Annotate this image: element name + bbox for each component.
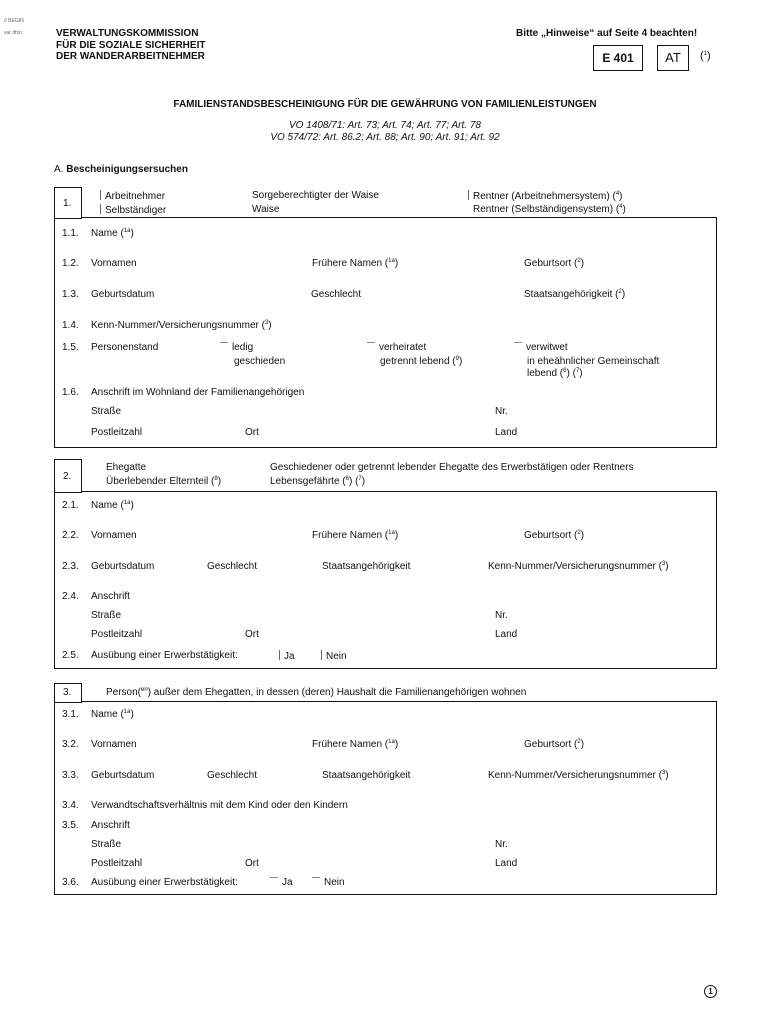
row-2-3-staat: Staatsangehörigkeit xyxy=(322,561,411,572)
row-2-4-land: Land xyxy=(495,629,518,640)
row-1-6-strasse: Straße xyxy=(91,406,122,417)
checkbox-waise[interactable]: Waise xyxy=(252,204,280,215)
row-2-2-num: 2.2. xyxy=(62,530,79,541)
section-2-number-box xyxy=(54,459,82,493)
row-3-2-vornamen: Vornamen xyxy=(91,739,137,750)
row-2-4-nr: Nr. xyxy=(495,610,508,621)
checkbox-nein-3[interactable]: Nein xyxy=(312,877,345,888)
row-2-2-geburtsort: Geburtsort ($^2$) xyxy=(524,530,585,541)
row-2-3-geburtsdatum: Geburtsdatum xyxy=(91,561,155,572)
row-2-4-label: Anschrift xyxy=(91,591,130,602)
row-3-2-frueher: Frühere Namen ($^{1a}$) xyxy=(312,739,399,750)
row-1-6-land: Land xyxy=(495,427,518,438)
section-2-box xyxy=(54,491,717,669)
row-3-5-plz: Postleitzahl xyxy=(91,858,143,869)
row-1-2-frueher: Frühere Namen ($^{1a}$) xyxy=(312,258,399,269)
row-1-4-num: 1.4. xyxy=(62,320,79,331)
row-1-5-label: Personenstand xyxy=(91,342,159,353)
row-2-5-num: 2.5. xyxy=(62,650,79,661)
row-2-2-frueher: Frühere Namen ($^{1a}$) xyxy=(312,530,399,541)
section-3-number-box xyxy=(54,683,82,703)
section-a-heading xyxy=(54,164,188,175)
form-code-box: E 401 xyxy=(593,45,643,71)
row-3-1-name: Name ($^{1a}$) xyxy=(91,709,134,720)
row-3-3-kenn: Kenn-Nummer/Versicherungsnummer ($^3$) xyxy=(488,770,669,781)
section-1-number-box xyxy=(54,187,82,219)
row-3-3-geschlecht: Geschlecht xyxy=(207,770,258,781)
section-1-number: 1. xyxy=(63,198,72,209)
checkbox-geschiedener-ehegatte[interactable]: Geschiedener oder getrennt lebender Ehegatte des Erwerbstätigen oder Rentners xyxy=(270,462,634,473)
page-number: 1 xyxy=(704,985,717,998)
row-3-5-ort: Ort xyxy=(245,858,259,869)
row-2-3-kenn: Kenn-Nummer/Versicherungsnummer ($^3$) xyxy=(488,561,669,572)
checkbox-getrennt[interactable]: getrennt lebend ($^9$) xyxy=(380,356,463,367)
checkbox-selbstaendiger[interactable]: Selbständiger xyxy=(100,204,166,216)
checkbox-ledig[interactable]: ledig xyxy=(220,342,253,353)
row-1-2-num: 1.2. xyxy=(62,258,79,269)
section-a-prefix: A. xyxy=(54,164,64,175)
row-1-2-vornamen: Vornamen xyxy=(91,258,137,269)
regulation-1: VO 1408/71: Art. 73; Art. 74; Art. 77; Art. 78 xyxy=(289,120,481,131)
checkbox-elternteil[interactable]: Überlebender Elternteil ($^8$) xyxy=(106,476,222,487)
row-3-6-num: 3.6. xyxy=(62,877,79,888)
row-1-6-label: Anschrift im Wohnland der Familienangehörigen xyxy=(91,387,305,398)
corner-text-2: var dfsn; xyxy=(4,30,24,36)
row-3-5-num: 3.5. xyxy=(62,820,79,831)
row-1-6-nr: Nr. xyxy=(495,406,508,417)
row-2-2-vornamen: Vornamen xyxy=(91,530,137,541)
row-3-6-label: Ausübung einer Erwerbstätigkeit: xyxy=(91,877,238,888)
regulation-2: VO 574/72: Art. 86.2; Art. 88; Art. 90; Art. 91; Art. 92 xyxy=(270,132,500,143)
section-3-header: Person($^{en}$) außer dem Ehegatten, in dessen (deren) Haushalt die Familienangehörigen wohnen xyxy=(106,687,527,698)
commission-line-3: DER WANDERARBEITNEHMER xyxy=(56,51,205,62)
checkbox-rentner-selbstaendig[interactable]: Rentner (Selbständigensystem) ($^4$) xyxy=(473,204,626,215)
section-a-label: Bescheinigungsersuchen xyxy=(66,164,188,175)
checkbox-geschieden[interactable]: geschieden xyxy=(234,356,286,367)
row-3-5-strasse: Straße xyxy=(91,839,122,850)
page-title: FAMILIENSTANDSBESCHEINIGUNG FÜR DIE GEWÄHRUNG VON FAMILIENLEISTUNGEN xyxy=(173,99,597,110)
checkbox-lebensgefaehrte[interactable]: Lebensgefährte ($^6$) ($^7$) xyxy=(270,476,366,487)
country-footnote: ($^1$) xyxy=(700,50,711,62)
row-1-3-staat: Staatsangehörigkeit ($^2$) xyxy=(524,289,626,300)
row-1-3-geschlecht: Geschlecht xyxy=(311,289,362,300)
row-3-5-nr: Nr. xyxy=(495,839,508,850)
checkbox-sorgeberechtigter[interactable]: Sorgeberechtigter der Waise xyxy=(252,190,379,201)
commission-line-2: FÜR DIE SOZIALE SICHERHEIT xyxy=(56,40,206,51)
checkbox-verwitwet[interactable]: verwitwet xyxy=(514,342,568,353)
row-2-1-name: Name ($^{1a}$) xyxy=(91,500,134,511)
row-3-2-geburtsort: Geburtsort ($^2$) xyxy=(524,739,585,750)
row-1-3-geburtsdatum: Geburtsdatum xyxy=(91,289,155,300)
row-2-4-strasse: Straße xyxy=(91,610,122,621)
checkbox-nein-2[interactable]: Nein xyxy=(321,650,347,662)
row-1-6-num: 1.6. xyxy=(62,387,79,398)
row-3-5-land: Land xyxy=(495,858,518,869)
row-1-4-kenn: Kenn-Nummer/Versicherungsnummer ($^3$) xyxy=(91,320,272,331)
section-2-number: 2. xyxy=(63,471,72,482)
checkbox-arbeitnehmer[interactable]: Arbeitnehmer xyxy=(100,190,165,202)
checkbox-ehegatte[interactable]: Ehegatte xyxy=(106,462,147,473)
row-1-1-num: 1.1. xyxy=(62,228,79,239)
row-3-3-num: 3.3. xyxy=(62,770,79,781)
row-1-6-plz: Postleitzahl xyxy=(91,427,143,438)
country-code-box: AT xyxy=(657,45,689,71)
section-3-box xyxy=(54,701,717,895)
row-1-1-name: Name ($^{1a}$) xyxy=(91,228,134,239)
notice-text: Bitte „Hinweise“ auf Seite 4 beachten! xyxy=(516,28,698,39)
row-1-6-ort: Ort xyxy=(245,427,259,438)
row-2-4-plz: Postleitzahl xyxy=(91,629,143,640)
eheaehnlich-line-2: lebend ($^6$) ($^7$) xyxy=(527,368,583,379)
checkbox-ja-2[interactable]: Ja xyxy=(279,650,295,662)
checkbox-verheiratet[interactable]: verheiratet xyxy=(367,342,426,353)
row-3-1-num: 3.1. xyxy=(62,709,79,720)
row-3-4-num: 3.4. xyxy=(62,800,79,811)
row-3-3-staat: Staatsangehörigkeit xyxy=(322,770,411,781)
row-2-3-num: 2.3. xyxy=(62,561,79,572)
commission-line-1: VERWALTUNGSKOMMISSION xyxy=(56,28,199,39)
row-2-1-num: 2.1. xyxy=(62,500,79,511)
row-3-3-geburtsdatum: Geburtsdatum xyxy=(91,770,155,781)
row-1-5-num: 1.5. xyxy=(62,342,79,353)
row-3-2-num: 3.2. xyxy=(62,739,79,750)
row-1-3-num: 1.3. xyxy=(62,289,79,300)
row-1-2-geburtsort: Geburtsort ($^2$) xyxy=(524,258,585,269)
row-2-5-label: Ausübung einer Erwerbstätigkeit: xyxy=(91,650,238,661)
row-3-5-label: Anschrift xyxy=(91,820,130,831)
section-1-box xyxy=(54,217,717,448)
checkbox-rentner-arbeitnehmer[interactable]: Rentner (Arbeitnehmersystem) ($^4$) xyxy=(468,190,623,202)
corner-text-1: // BEGIN xyxy=(4,18,24,24)
section-3-number: 3. xyxy=(63,687,72,698)
checkbox-ja-3[interactable]: Ja xyxy=(270,877,293,888)
row-3-4-label: Verwandtschaftsverhältnis mit dem Kind oder den Kindern xyxy=(91,800,348,811)
row-2-3-geschlecht: Geschlecht xyxy=(207,561,258,572)
row-2-4-num: 2.4. xyxy=(62,591,79,602)
row-2-4-ort: Ort xyxy=(245,629,259,640)
checkbox-eheaehnlich[interactable]: in eheähnlicher Gemeinschaft xyxy=(527,356,660,367)
